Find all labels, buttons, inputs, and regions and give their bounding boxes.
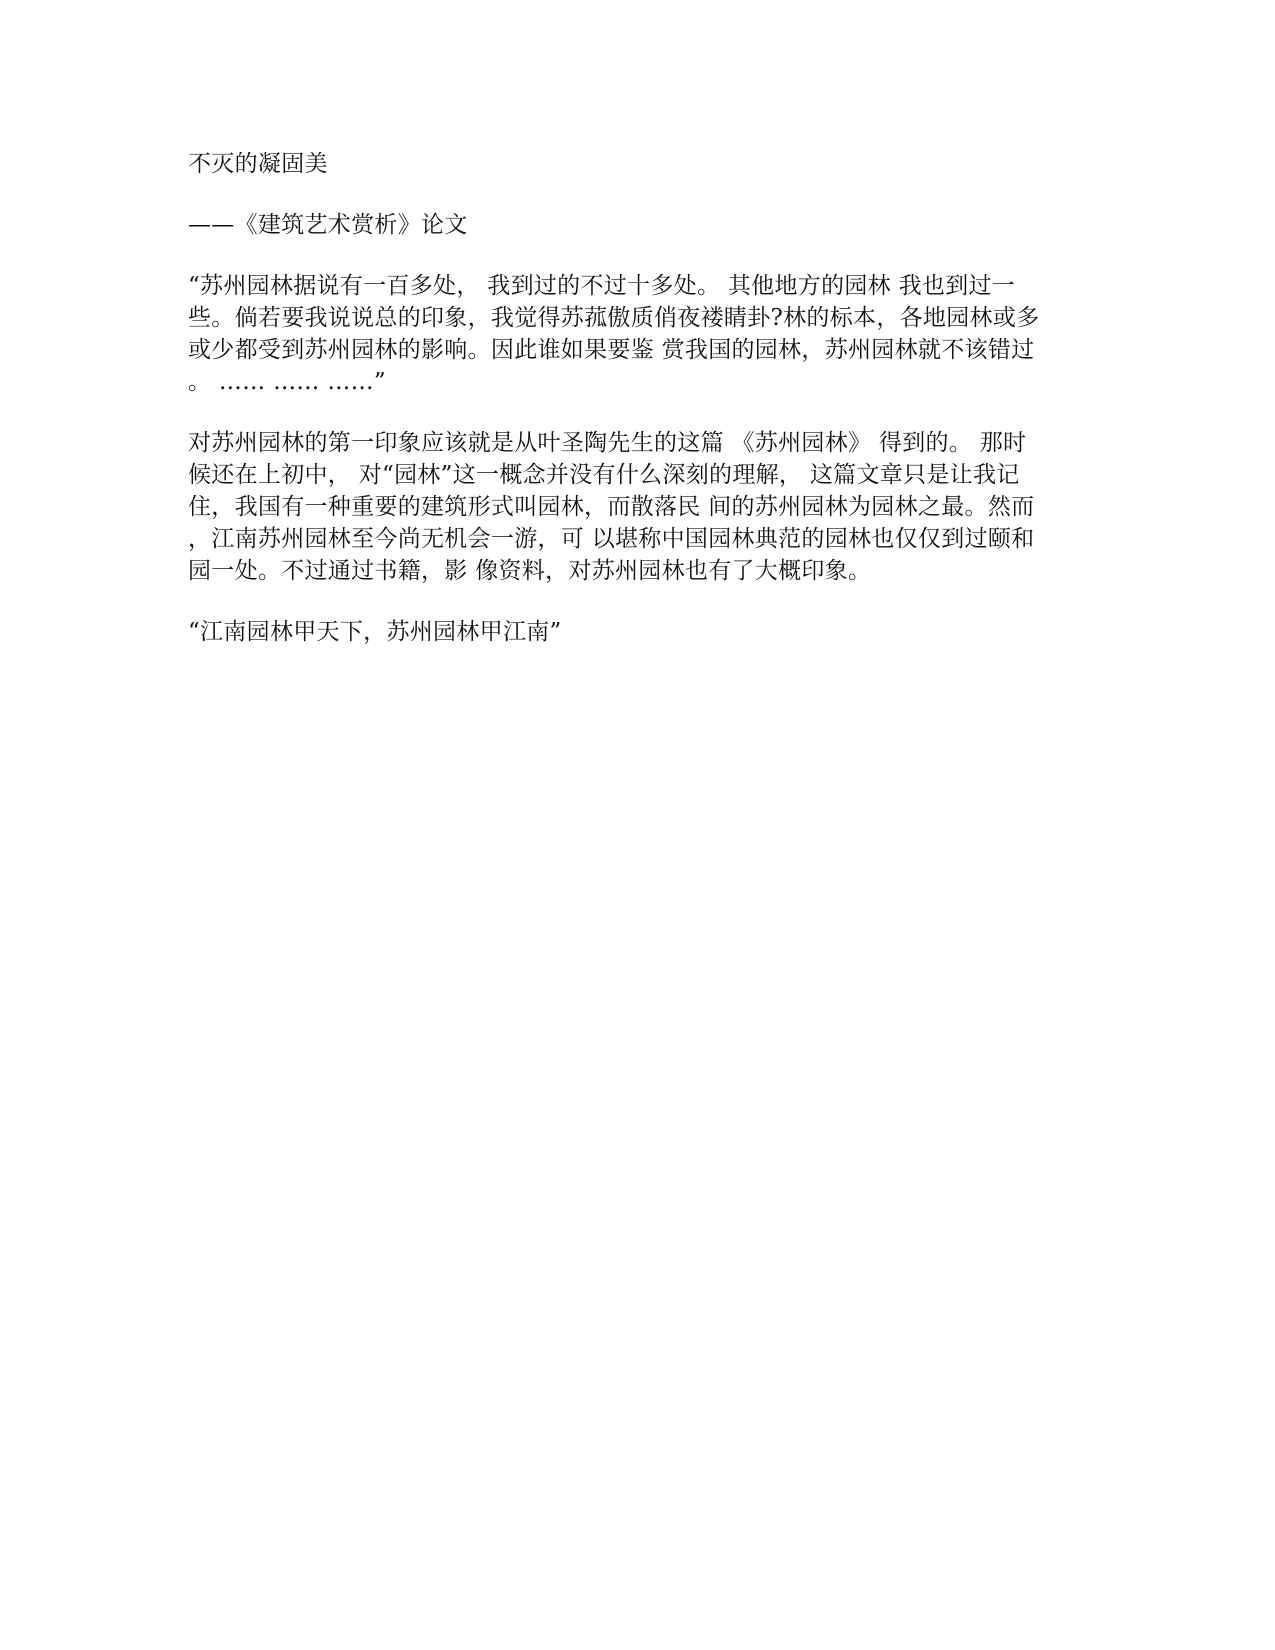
quote-line: 些。倘若要我说说总的印象，我觉得苏菰傲质俏夜褛睛卦?林的标本，各地园林或多	[188, 305, 1040, 331]
document-title: 不灭的凝固美	[188, 151, 328, 177]
quote-line: 。 …… …… ……”	[188, 369, 386, 395]
body-line: 住，我国有一种重要的建筑形式叫园林，而散落民 间的苏州园林为园林之最。然而	[188, 494, 1035, 520]
document-body	[188, 148, 1106, 648]
body-line: 对苏州园林的第一印象应该就是从叶圣陶先生的这篇 《苏州园林》 得到的。 那时	[188, 430, 1027, 456]
body-paragraph	[188, 427, 1106, 587]
body-line: ，江南苏州园林至今尚无机会一游，可 以堪称中国园林典范的园林也仅仅到过颐和	[188, 526, 1035, 552]
quote-line: 或少都受到苏州园林的影响。因此谁如果要鉴 赏我国的园林，苏州园林就不该错过	[188, 337, 1035, 363]
opening-quote-paragraph	[188, 270, 1106, 398]
document-subtitle: ——《建筑艺术赏析》论文	[188, 212, 468, 238]
body-line: 候还在上初中， 对“园林”这一概念并没有什么深刻的理解， 这篇文章只是让我记	[188, 462, 1020, 488]
body-line: 园一处。不过通过书籍，影 像资料，对苏州园林也有了大概印象。	[188, 558, 872, 584]
closing-quote: “江南园林甲天下，苏州园林甲江南”	[188, 619, 562, 645]
quote-line: “苏州园林据说有一百多处， 我到过的不过十多处。 其他地方的园林 我也到过一	[188, 273, 1016, 299]
